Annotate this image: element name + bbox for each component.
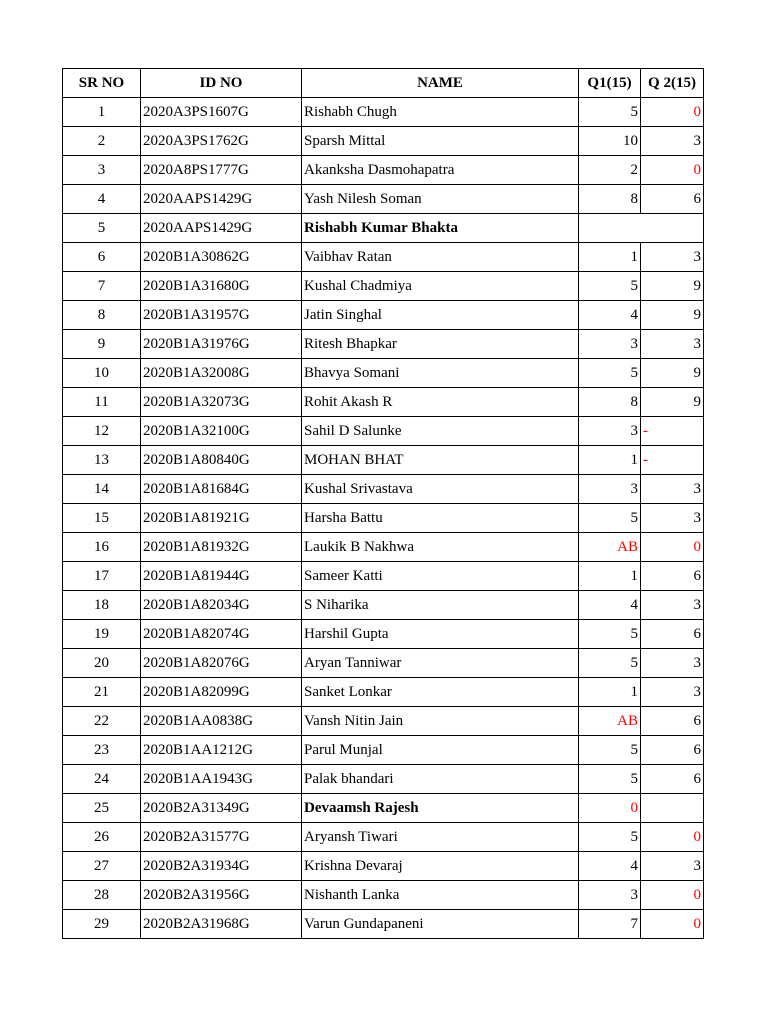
name-cell: Krishna Devaraj: [302, 852, 579, 881]
header-q2: Q 2(15): [641, 69, 704, 98]
id-no-cell: 2020B1A81921G: [141, 504, 302, 533]
id-no-cell: 2020B1A81944G: [141, 562, 302, 591]
q1-score-cell: 5: [579, 98, 641, 127]
sr-no-cell: 9: [63, 330, 141, 359]
table-row: [63, 98, 704, 127]
sr-no-cell: 29: [63, 910, 141, 939]
sr-no-cell: 11: [63, 388, 141, 417]
header-name: NAME: [302, 69, 579, 98]
id-no-cell: 2020B2A31577G: [141, 823, 302, 852]
sr-no-cell: 28: [63, 881, 141, 910]
id-no-cell: 2020B1A31680G: [141, 272, 302, 301]
q2-score-cell: 3: [641, 649, 704, 678]
name-cell: Rishabh Kumar Bhakta: [302, 214, 579, 243]
q1-score-cell: 10: [579, 127, 641, 156]
id-no-cell: 2020B1A32008G: [141, 359, 302, 388]
q1-score-cell: 5: [579, 504, 641, 533]
q1-score-cell: 5: [579, 736, 641, 765]
q1-score-cell: 5: [579, 359, 641, 388]
q2-score-cell: -: [641, 417, 704, 446]
q2-score-cell: 6: [641, 185, 704, 214]
sr-no-cell: 7: [63, 272, 141, 301]
sr-no-cell: 16: [63, 533, 141, 562]
table-row: [63, 185, 704, 214]
q2-score-cell: 3: [641, 475, 704, 504]
id-no-cell: 2020AAPS1429G: [141, 185, 302, 214]
name-cell: Bhavya Somani: [302, 359, 579, 388]
id-no-cell: 2020B1A30862G: [141, 243, 302, 272]
sr-no-cell: 5: [63, 214, 141, 243]
q2-score-cell: [641, 794, 704, 823]
q1-score-cell: 0: [579, 794, 641, 823]
q1-score-cell: 8: [579, 185, 641, 214]
q1-score-cell: 8: [579, 388, 641, 417]
name-cell: Nishanth Lanka: [302, 881, 579, 910]
id-no-cell: 2020B1AA1212G: [141, 736, 302, 765]
table-row: [63, 359, 704, 388]
q2-score-cell: 9: [641, 301, 704, 330]
q2-score-cell: 3: [641, 852, 704, 881]
id-no-cell: 2020A8PS1777G: [141, 156, 302, 185]
table-row: [63, 881, 704, 910]
name-cell: Vansh Nitin Jain: [302, 707, 579, 736]
id-no-cell: 2020B1A81932G: [141, 533, 302, 562]
q2-score-cell: 0: [641, 881, 704, 910]
sr-no-cell: 13: [63, 446, 141, 475]
q1-score-cell: 5: [579, 620, 641, 649]
id-no-cell: 2020B1A82099G: [141, 678, 302, 707]
table-row: [63, 620, 704, 649]
q1-score-cell: 1: [579, 446, 641, 475]
q2-score-cell: 3: [641, 243, 704, 272]
header-row: [63, 69, 704, 98]
id-no-cell: 2020B2A31956G: [141, 881, 302, 910]
name-cell: Palak bhandari: [302, 765, 579, 794]
sr-no-cell: 6: [63, 243, 141, 272]
q1-score-cell: 3: [579, 475, 641, 504]
table-row: [63, 446, 704, 475]
id-no-cell: 2020B1A80840G: [141, 446, 302, 475]
table-row: [63, 591, 704, 620]
table-row: [63, 156, 704, 185]
q1-score-cell: 2: [579, 156, 641, 185]
header-sr-no: SR NO: [63, 69, 141, 98]
table-row: [63, 852, 704, 881]
q2-score-cell: 3: [641, 678, 704, 707]
id-no-cell: 2020B2A31968G: [141, 910, 302, 939]
table-row: [63, 794, 704, 823]
id-no-cell: 2020B1AA1943G: [141, 765, 302, 794]
name-cell: Jatin Singhal: [302, 301, 579, 330]
sr-no-cell: 8: [63, 301, 141, 330]
id-no-cell: 2020B1A31957G: [141, 301, 302, 330]
id-no-cell: 2020B1A81684G: [141, 475, 302, 504]
q2-score-cell: 0: [641, 533, 704, 562]
sr-no-cell: 12: [63, 417, 141, 446]
table-row: [63, 330, 704, 359]
name-cell: Harshil Gupta: [302, 620, 579, 649]
sr-no-cell: 24: [63, 765, 141, 794]
table-row: [63, 417, 704, 446]
table-row: [63, 388, 704, 417]
q2-score-cell: 0: [641, 823, 704, 852]
sr-no-cell: 17: [63, 562, 141, 591]
id-no-cell: 2020A3PS1607G: [141, 98, 302, 127]
id-no-cell: 2020AAPS1429G: [141, 214, 302, 243]
header-q1: Q1(15): [579, 69, 641, 98]
q2-score-cell: 6: [641, 707, 704, 736]
q1-score-cell: 3: [579, 881, 641, 910]
sr-no-cell: 22: [63, 707, 141, 736]
sr-no-cell: 27: [63, 852, 141, 881]
table-row: [63, 272, 704, 301]
name-cell: Yash Nilesh Soman: [302, 185, 579, 214]
q2-score-cell: 3: [641, 330, 704, 359]
name-cell: S Niharika: [302, 591, 579, 620]
name-cell: Sameer Katti: [302, 562, 579, 591]
q2-score-cell: 6: [641, 620, 704, 649]
table-row: [63, 301, 704, 330]
table-row: [63, 823, 704, 852]
name-cell: Sanket Lonkar: [302, 678, 579, 707]
table-row: [63, 707, 704, 736]
table-row: [63, 504, 704, 533]
name-cell: Kushal Srivastava: [302, 475, 579, 504]
table-row: [63, 649, 704, 678]
q2-score-cell: 3: [641, 127, 704, 156]
table-row: [63, 214, 704, 243]
sr-no-cell: 15: [63, 504, 141, 533]
sr-no-cell: 18: [63, 591, 141, 620]
id-no-cell: 2020B1A82074G: [141, 620, 302, 649]
q2-score-cell: 0: [641, 910, 704, 939]
q2-score-cell: 6: [641, 765, 704, 794]
id-no-cell: 2020B1A32073G: [141, 388, 302, 417]
q1-score-cell: 4: [579, 591, 641, 620]
sr-no-cell: 2: [63, 127, 141, 156]
q2-score-cell: 6: [641, 736, 704, 765]
sr-no-cell: 4: [63, 185, 141, 214]
q2-score-cell: 9: [641, 272, 704, 301]
id-no-cell: 2020B1AA0838G: [141, 707, 302, 736]
score-cell-empty: [579, 214, 704, 243]
marks-table: [62, 68, 704, 939]
name-cell: Sahil D Salunke: [302, 417, 579, 446]
q2-score-cell: 3: [641, 504, 704, 533]
q1-score-cell: AB: [579, 707, 641, 736]
sr-no-cell: 10: [63, 359, 141, 388]
q1-score-cell: 7: [579, 910, 641, 939]
table-row: [63, 765, 704, 794]
name-cell: MOHAN BHAT: [302, 446, 579, 475]
name-cell: Ritesh Bhapkar: [302, 330, 579, 359]
name-cell: Rohit Akash R: [302, 388, 579, 417]
sr-no-cell: 20: [63, 649, 141, 678]
q1-score-cell: 1: [579, 678, 641, 707]
q1-score-cell: 5: [579, 649, 641, 678]
name-cell: Rishabh Chugh: [302, 98, 579, 127]
q2-score-cell: 0: [641, 156, 704, 185]
q1-score-cell: 4: [579, 852, 641, 881]
table-body: [63, 98, 704, 939]
q1-score-cell: 1: [579, 243, 641, 272]
q1-score-cell: 1: [579, 562, 641, 591]
sr-no-cell: 25: [63, 794, 141, 823]
sr-no-cell: 14: [63, 475, 141, 504]
q1-score-cell: 3: [579, 417, 641, 446]
table-row: [63, 475, 704, 504]
name-cell: Varun Gundapaneni: [302, 910, 579, 939]
name-cell: Aryansh Tiwari: [302, 823, 579, 852]
q2-score-cell: -: [641, 446, 704, 475]
header-id-no: ID NO: [141, 69, 302, 98]
q1-score-cell: 5: [579, 823, 641, 852]
sr-no-cell: 26: [63, 823, 141, 852]
name-cell: Sparsh Mittal: [302, 127, 579, 156]
name-cell: Laukik B Nakhwa: [302, 533, 579, 562]
id-no-cell: 2020A3PS1762G: [141, 127, 302, 156]
name-cell: Vaibhav Ratan: [302, 243, 579, 272]
id-no-cell: 2020B1A32100G: [141, 417, 302, 446]
sr-no-cell: 3: [63, 156, 141, 185]
q1-score-cell: AB: [579, 533, 641, 562]
q2-score-cell: 0: [641, 98, 704, 127]
q2-score-cell: 9: [641, 359, 704, 388]
q1-score-cell: 3: [579, 330, 641, 359]
q1-score-cell: 5: [579, 272, 641, 301]
sr-no-cell: 1: [63, 98, 141, 127]
name-cell: Kushal Chadmiya: [302, 272, 579, 301]
name-cell: Akanksha Dasmohapatra: [302, 156, 579, 185]
table-row: [63, 736, 704, 765]
id-no-cell: 2020B1A31976G: [141, 330, 302, 359]
name-cell: Devaamsh Rajesh: [302, 794, 579, 823]
q1-score-cell: 5: [579, 765, 641, 794]
table-row: [63, 910, 704, 939]
name-cell: Aryan Tanniwar: [302, 649, 579, 678]
q2-score-cell: 3: [641, 591, 704, 620]
table-row: [63, 127, 704, 156]
q1-score-cell: 4: [579, 301, 641, 330]
sr-no-cell: 19: [63, 620, 141, 649]
id-no-cell: 2020B2A31934G: [141, 852, 302, 881]
q2-score-cell: 9: [641, 388, 704, 417]
sr-no-cell: 23: [63, 736, 141, 765]
table-row: [63, 562, 704, 591]
table-row: [63, 678, 704, 707]
name-cell: Harsha Battu: [302, 504, 579, 533]
id-no-cell: 2020B2A31349G: [141, 794, 302, 823]
id-no-cell: 2020B1A82076G: [141, 649, 302, 678]
sr-no-cell: 21: [63, 678, 141, 707]
id-no-cell: 2020B1A82034G: [141, 591, 302, 620]
table-row: [63, 533, 704, 562]
table-row: [63, 243, 704, 272]
q2-score-cell: 6: [641, 562, 704, 591]
name-cell: Parul Munjal: [302, 736, 579, 765]
